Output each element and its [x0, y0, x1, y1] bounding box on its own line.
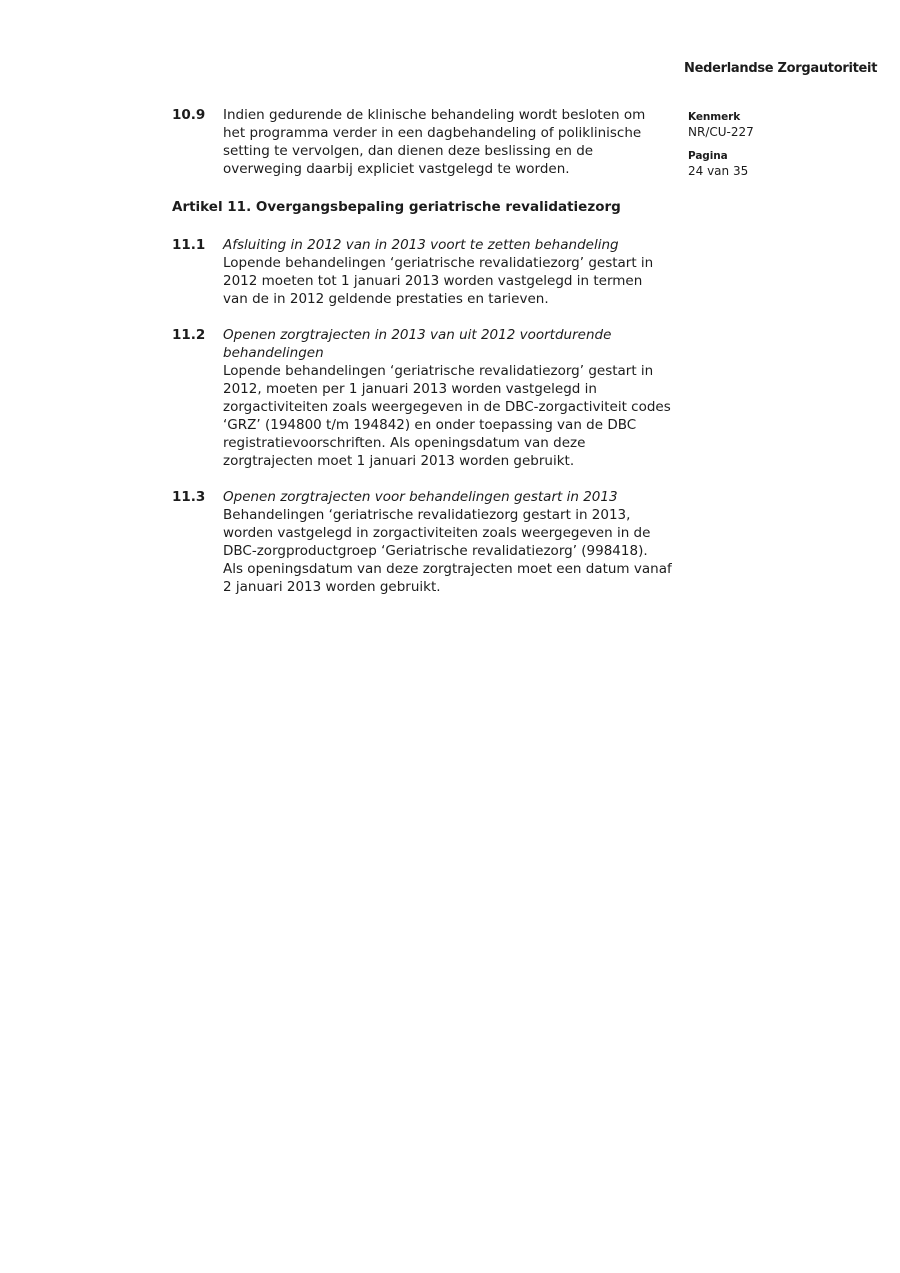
- text-line: DBC-zorgproductgroep ‘Geriatrische revalidatiezorg’ (998418).: [223, 543, 648, 559]
- text-line: 2012, moeten per 1 januari 2013 worden vastgelegd in: [223, 381, 597, 397]
- article-11-heading: Artikel 11. Overgangsbepaling geriatrische revalidatiezorg: [172, 199, 621, 215]
- text-line: registratievoorschriften. Als openingsdatum van deze: [223, 435, 586, 451]
- text-line: Behandelingen ‘geriatrische revalidatiezorg gestart in 2013,: [223, 507, 631, 523]
- clause-title-line: Afsluiting in 2012 van in 2013 voort te zetten behandeling: [223, 237, 619, 253]
- text-line: worden vastgelegd in zorgactiviteiten zoals weergegeven in de: [223, 525, 651, 541]
- clause-number: 11.2: [172, 327, 206, 343]
- pagina-value: 24 van 35: [688, 164, 749, 178]
- pagina-label: Pagina: [688, 150, 728, 162]
- text-line: 2012 moeten tot 1 januari 2013 worden vastgelegd in termen: [223, 273, 643, 289]
- clause-text: [223, 106, 688, 178]
- kenmerk-value: NR/CU-227: [688, 125, 754, 139]
- clause-number: 10.9: [172, 107, 206, 123]
- document-body: [172, 106, 688, 614]
- meta-sidebar: [688, 110, 848, 188]
- text-line: het programma verder in een dagbehandeling of poliklinische: [223, 125, 642, 141]
- clause-title-line: behandelingen: [223, 345, 324, 361]
- clause-11-3: [172, 488, 688, 596]
- text-line: Als openingsdatum van deze zorgtrajecten moet een datum vanaf: [223, 561, 672, 577]
- text-line: zorgactiviteiten zoals weergegeven in de DBC-zorgactiviteit codes: [223, 399, 671, 415]
- text-line: 2 januari 2013 worden gebruikt.: [223, 579, 441, 595]
- text-line: Lopende behandelingen ‘geriatrische revalidatiezorg’ gestart in: [223, 363, 654, 379]
- clause-11-1: [172, 236, 688, 308]
- text-line: setting te vervolgen, dan dienen deze beslissing en de: [223, 143, 594, 159]
- text-line: zorgtrajecten moet 1 januari 2013 worden gebruikt.: [223, 453, 575, 469]
- clause-11-2: [172, 326, 688, 470]
- text-line: Lopende behandelingen ‘geriatrische revalidatiezorg’ gestart in: [223, 255, 654, 271]
- text-line: overweging daarbij expliciet vastgelegd te worden.: [223, 161, 570, 177]
- clause-title-line: Openen zorgtrajecten in 2013 van uit 2012 voortdurende: [223, 327, 612, 343]
- text-line: Indien gedurende de klinische behandeling wordt besloten om: [223, 107, 646, 123]
- kenmerk-label: Kenmerk: [688, 111, 741, 123]
- clause-title-line: Openen zorgtrajecten voor behandelingen gestart in 2013: [223, 489, 618, 505]
- clause-text: [223, 326, 688, 470]
- org-brand: Nederlandse Zorgautoriteit: [684, 61, 878, 76]
- text-line: van de in 2012 geldende prestaties en tarieven.: [223, 291, 549, 307]
- clause-number: 11.3: [172, 489, 206, 505]
- clause-10-9: [172, 106, 688, 178]
- clause-number: 11.1: [172, 237, 206, 253]
- clause-text: [223, 488, 688, 596]
- clause-text: [223, 236, 688, 308]
- text-line: ‘GRZ’ (194800 t/m 194842) en onder toepassing van de DBC: [223, 417, 637, 433]
